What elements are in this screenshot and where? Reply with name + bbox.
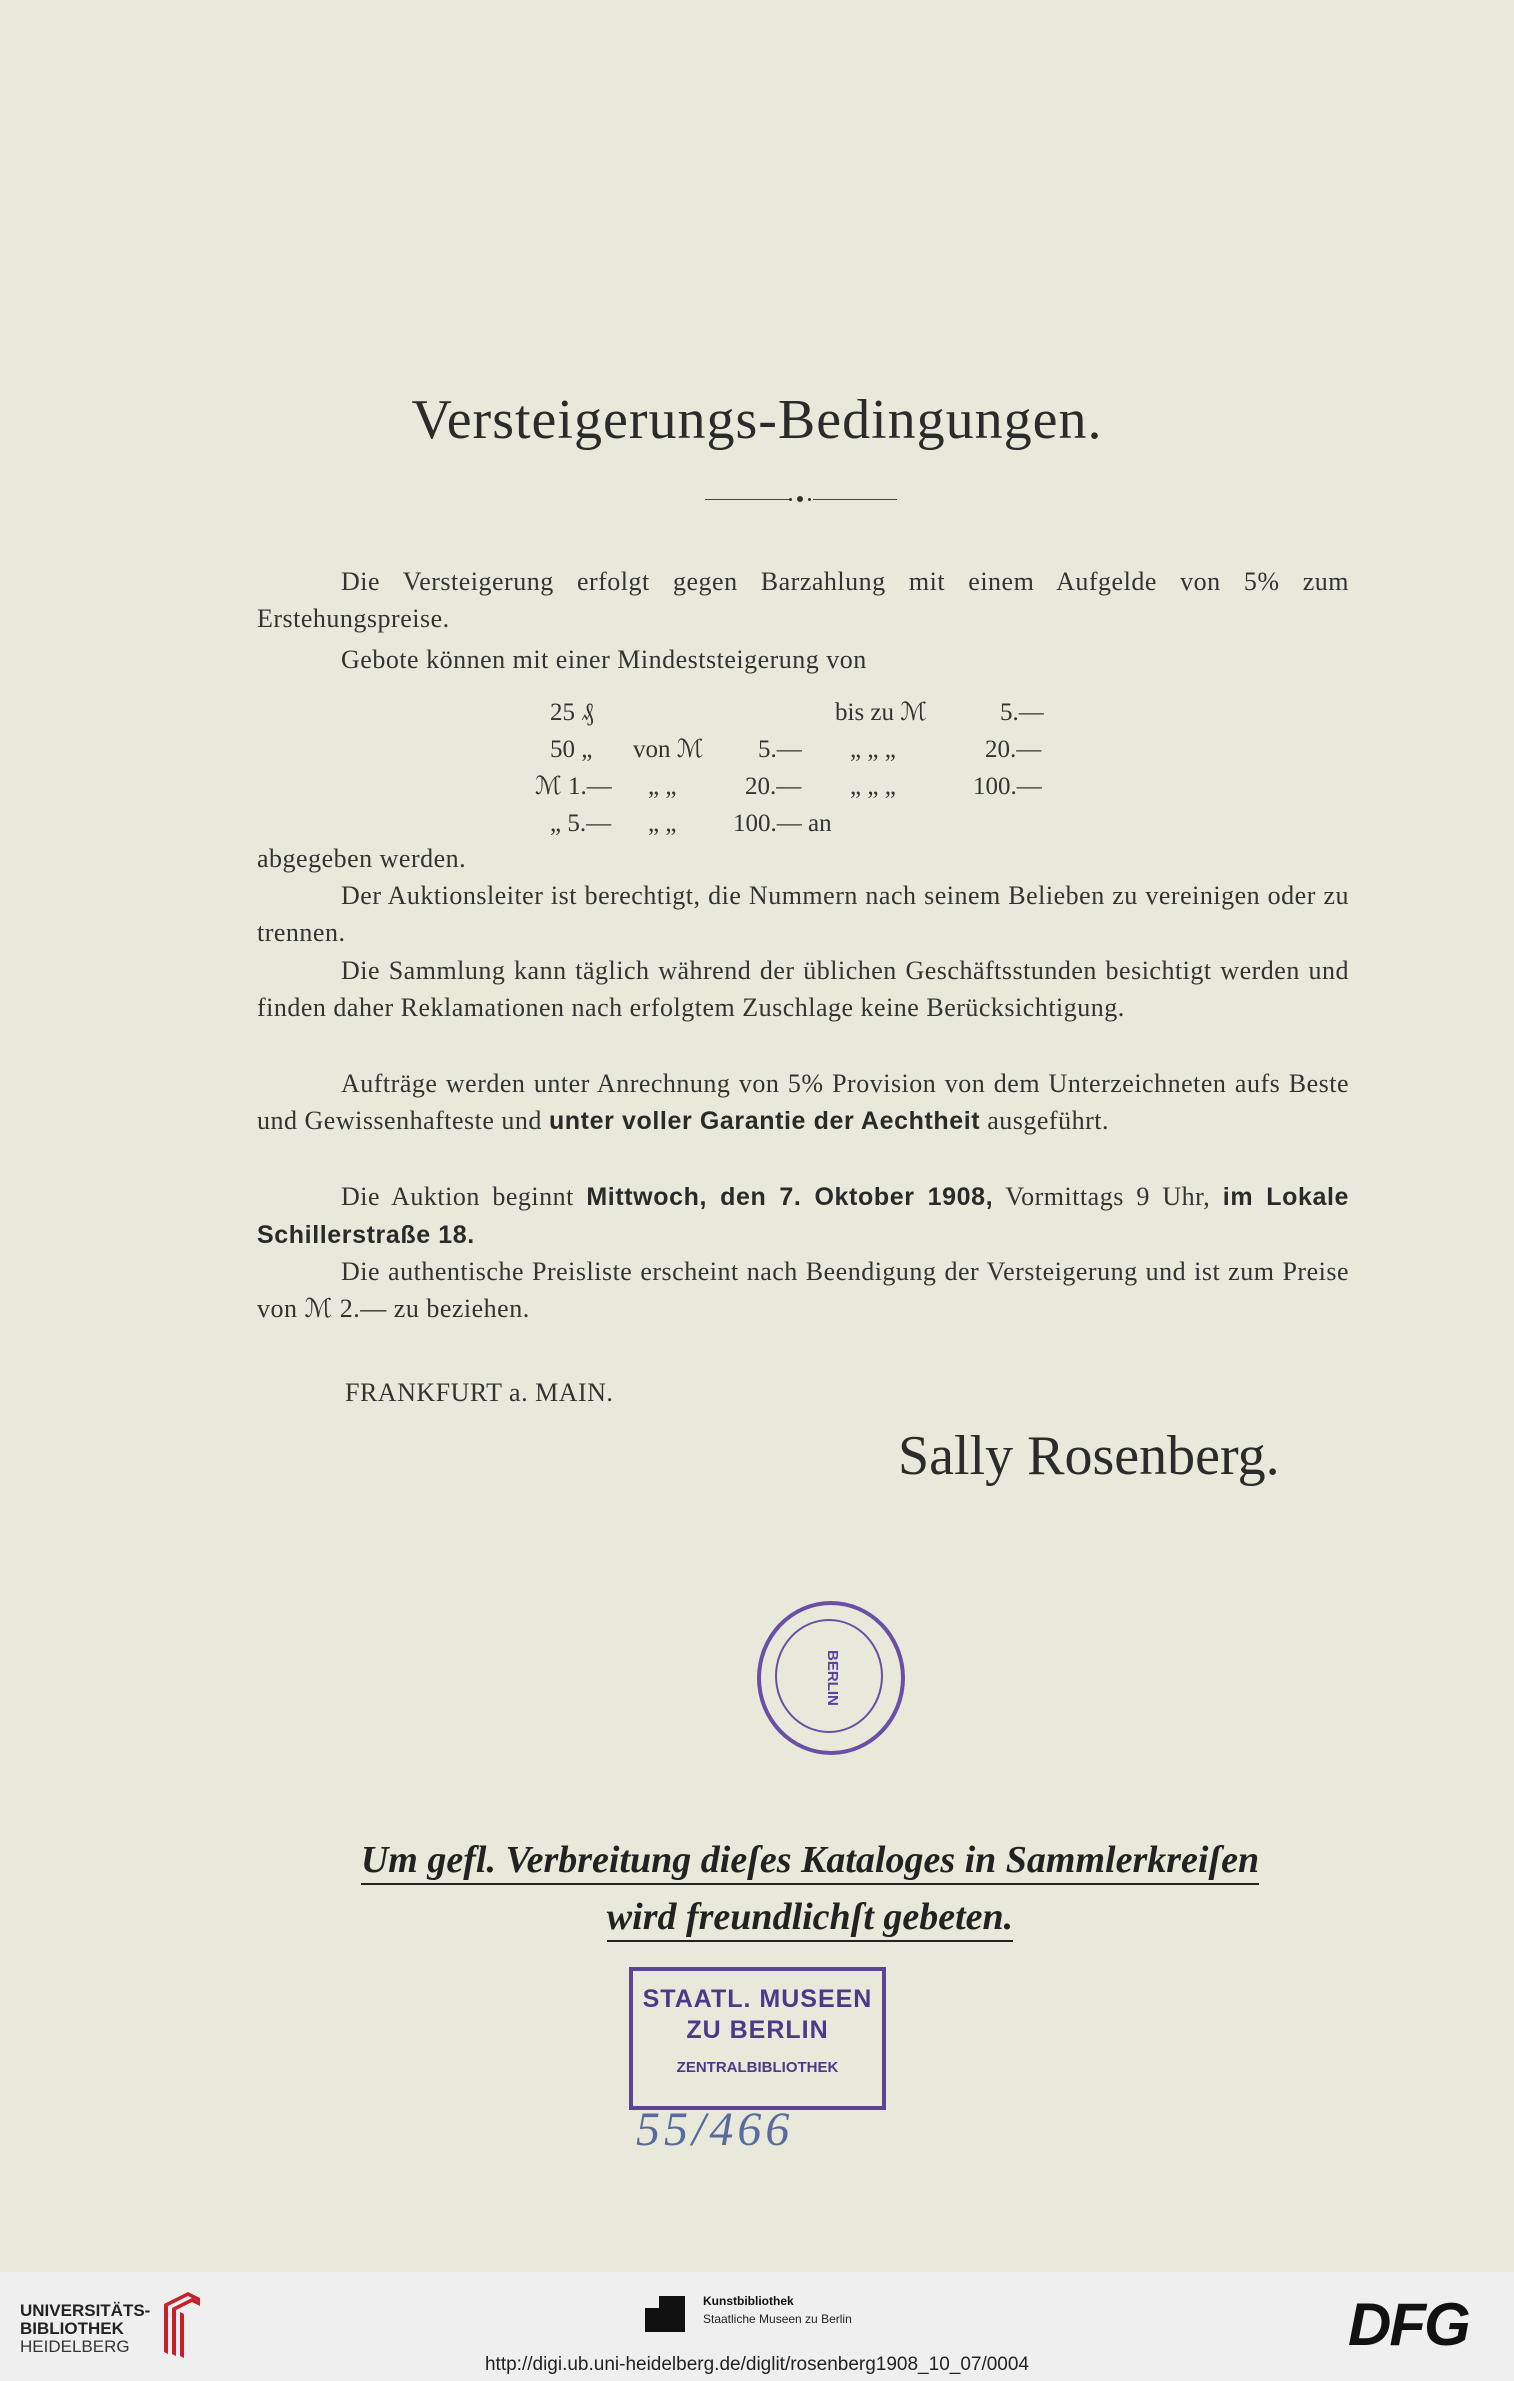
paragraph-auctioneer xyxy=(257,877,1349,951)
paragraph-auction-date xyxy=(257,1178,1349,1254)
table-row xyxy=(530,731,1090,768)
ub-line: HEIDELBERG xyxy=(20,2337,130,2356)
table-cell: „ „ xyxy=(648,773,677,800)
round-stamp xyxy=(757,1601,905,1755)
ub-logo-icon xyxy=(158,2286,206,2358)
footer-bar xyxy=(0,2272,1514,2381)
paragraph-text: abgegeben werden. xyxy=(257,844,467,873)
page-title: Versteigerungs-Bedingungen. xyxy=(411,389,1103,451)
table-cell: bis zu ℳ xyxy=(835,699,928,726)
auction-location: im Lokale Schillerstraße 18. xyxy=(257,1183,1350,1249)
paragraph-bids xyxy=(257,641,1349,678)
table-cell: ℳ 1.— xyxy=(535,773,612,800)
table-cell: 5.— xyxy=(1000,699,1044,726)
paragraph-viewing xyxy=(257,952,1349,1026)
notice-line-1 xyxy=(320,1838,1300,1882)
table-cell: 100.— an xyxy=(733,810,832,837)
paragraph-pricelist xyxy=(257,1253,1349,1327)
table-row xyxy=(530,694,1090,731)
paragraph-text: Die authentische Preisliste erscheint nach Beendigung der Versteigerung und ist zum Preise von ℳ 2.— zu beziehen. xyxy=(257,1257,1349,1323)
table-cell: 20.— xyxy=(985,736,1042,763)
paragraph-text: Die Versteigerung erfolgt gegen Barzahlung mit einem Aufgelde von 5% zum Erstehungspreise. xyxy=(257,567,1349,633)
stamp-text: ZENTRALBIBLIOTHEK xyxy=(676,2059,839,2076)
table-cell: von ℳ xyxy=(633,736,704,763)
table-row xyxy=(530,768,1090,805)
paragraph-text: Vormittags 9 Uhr, xyxy=(1005,1182,1211,1211)
paragraph-text: Die Sammlung kann täglich während der üblichen Geschäftsstunden besichtigt werden und finden daher Reklamationen nach erfolgtem Zuschlage keine Berücksichtigung. xyxy=(257,956,1349,1022)
table-cell: „ „ „ xyxy=(850,736,896,763)
stamp-text: STAATL. MUSEEN xyxy=(642,1985,873,2013)
paragraph-text: Gebote können mit einer Mindeststeigerung von xyxy=(341,645,867,674)
table-cell: 25 ₰ xyxy=(550,699,594,726)
kb-subtitle: Staatliche Museen zu Berlin xyxy=(703,2312,852,2326)
table-cell: 5.— xyxy=(758,736,802,763)
table-cell: „ 5.— xyxy=(550,810,612,837)
dfg-logo: DFG xyxy=(1348,2291,1469,2358)
ub-line: UNIVERSITÄTS- xyxy=(20,2301,151,2320)
paragraph-submitted xyxy=(257,840,1349,877)
paragraph-text: Der Auktionsleiter ist berechtigt, die Nummern nach seinem Belieben zu vereinigen oder zu trennen. xyxy=(257,881,1349,947)
notice-text: wird freundlichſt gebeten. xyxy=(607,1896,1013,1942)
library-stamp xyxy=(629,1967,886,2110)
table-cell: 50 „ xyxy=(550,736,593,763)
paragraph-payment xyxy=(257,563,1349,637)
table-row xyxy=(530,805,1090,842)
notice-line-2 xyxy=(320,1895,1300,1939)
kb-title: Kunstbibliothek xyxy=(703,2294,794,2308)
paragraph-commissions xyxy=(257,1065,1349,1140)
signature: Sally Rosenberg. xyxy=(898,1425,1280,1487)
kunstbibliothek-icon xyxy=(645,2296,685,2332)
table-cell: „ „ „ xyxy=(850,773,896,800)
ub-line: BIBLIOTHEK xyxy=(20,2319,124,2338)
table-cell: „ „ xyxy=(648,810,677,837)
source-url[interactable]: http://digi.ub.uni-heidelberg.de/diglit/rosenberg1908_10_07/0004 xyxy=(484,2354,1030,2375)
stamp-text: BERLIN xyxy=(824,1650,841,1706)
ub-heidelberg-text xyxy=(20,2302,150,2356)
notice-text: Um gefl. Verbreitung dieſes Kataloges in Sammlerkreiſen xyxy=(361,1839,1259,1885)
city-line: FRANKFURT a. MAIN. xyxy=(345,1378,614,1407)
title-ornament xyxy=(705,494,895,506)
table-cell: 100.— xyxy=(973,773,1042,800)
paragraph-text: ausgeführt. xyxy=(987,1106,1109,1135)
increment-table xyxy=(530,694,1090,842)
paragraph-text: Aufträge werden unter Anrechnung von 5% Provision von dem Unterzeichneten aufs Beste und Gewissenhafteste und xyxy=(257,1069,1349,1135)
table-cell: 20.— xyxy=(745,773,802,800)
auction-date: Mittwoch, den 7. Oktober 1908, xyxy=(586,1183,994,1211)
handwritten-number: 55/466 xyxy=(636,2103,794,2156)
stamp-text: ZU BERLIN xyxy=(686,2016,829,2044)
paragraph-text: Die Auktion beginnt xyxy=(341,1182,574,1211)
guarantee-text: unter voller Garantie der Aechtheit xyxy=(548,1107,981,1135)
